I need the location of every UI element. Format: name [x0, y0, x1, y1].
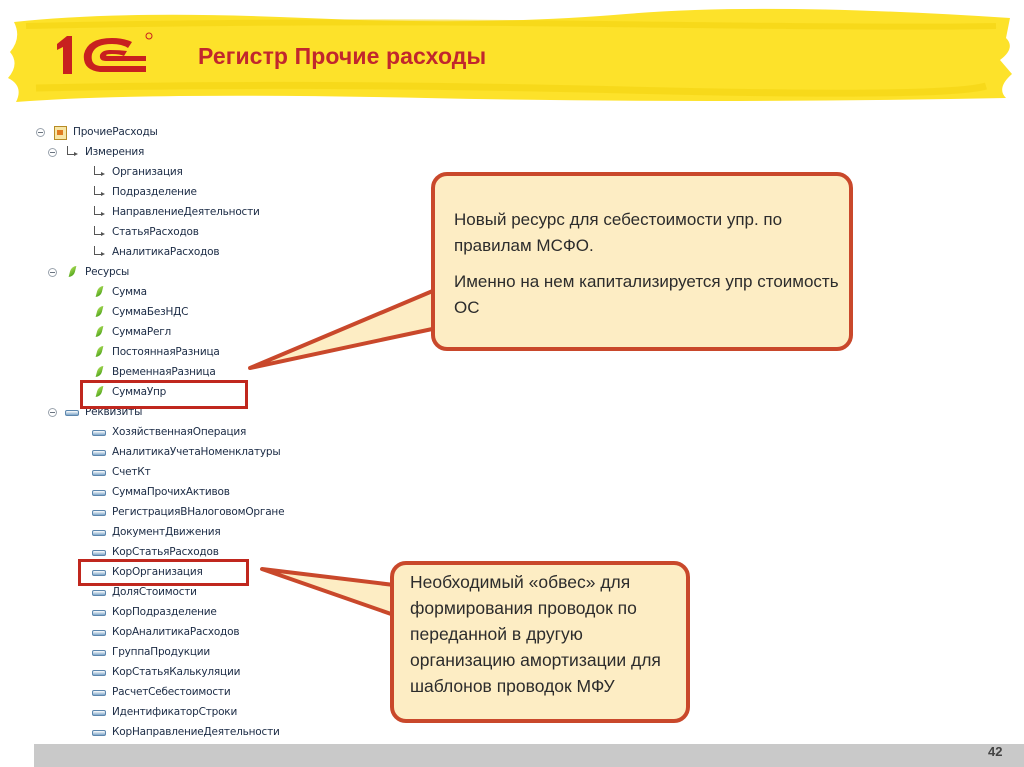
- tree-item-label: НаправлениеДеятельности: [112, 206, 260, 218]
- tree-item-label: АналитикаРасходов: [112, 246, 220, 258]
- tree-item-label: ДокументДвижения: [112, 526, 221, 538]
- callout-new-resource: [431, 172, 853, 351]
- tree-item-label: КорАналитикаРасходов: [112, 626, 240, 638]
- callout-required-attributes: [390, 561, 690, 723]
- tree-item-label: СуммаРегл: [112, 326, 172, 338]
- tree-item-label: СуммаБезНДС: [112, 306, 189, 318]
- tree-item-label: СуммаУпр: [112, 386, 167, 398]
- tree-item-label: Организация: [112, 166, 183, 178]
- tree-group-label: Измерения: [85, 146, 145, 158]
- callout-text: Необходимый «обвес» для формирования проводок по переданной в другую организацию амортизации для шаблонов проводок МФУ: [410, 572, 661, 696]
- tree-item-label: ГруппаПродукции: [112, 646, 211, 658]
- tree-item-label: ИдентификаторСтроки: [112, 706, 238, 718]
- footer-bar: [34, 744, 1024, 767]
- page-number: 42: [988, 744, 1003, 759]
- tree-item-label: Подразделение: [112, 186, 197, 198]
- tree-item-label: КорСтатьяКалькуляции: [112, 666, 241, 678]
- tree-item-label: КорНаправлениеДеятельности: [112, 726, 280, 738]
- tree-item-label: РегистрацияВНалоговомОргане: [112, 506, 285, 518]
- tree-item-label: СтатьяРасходов: [112, 226, 199, 238]
- tree-item-label: КорОрганизация: [112, 566, 203, 578]
- tree-item-label: Сумма: [112, 286, 147, 298]
- tree-node-label: ПрочиеРасходы: [73, 126, 158, 138]
- tree-item-label: ПостояннаяРазница: [112, 346, 220, 358]
- tree-item-label: РасчетСебестоимости: [112, 686, 231, 698]
- tree-group-label: Реквизиты: [85, 406, 143, 418]
- tree-group-label: Ресурсы: [85, 266, 130, 278]
- tree-item-label: КорСтатьяРасходов: [112, 546, 219, 558]
- callout-text: Именно на нем капитализируется упр стоимость ОС: [454, 272, 839, 317]
- tree-item-label: ДоляСтоимости: [112, 586, 197, 598]
- page-title: Регистр Прочие расходы: [198, 43, 487, 69]
- tree-item-label: ХозяйственнаяОперация: [112, 426, 247, 438]
- callout-text: Новый ресурс для себестоимости упр. по правилам МСФО.: [454, 210, 783, 255]
- tree-item-label: СуммаПрочихАктивов: [112, 486, 230, 498]
- tree-item-label: ВременнаяРазница: [112, 366, 216, 378]
- tree-item-label: СчетКт: [112, 466, 151, 478]
- tree-item-label: АналитикаУчетаНоменклатуры: [112, 446, 281, 458]
- tree-item-label: КорПодразделение: [112, 606, 217, 618]
